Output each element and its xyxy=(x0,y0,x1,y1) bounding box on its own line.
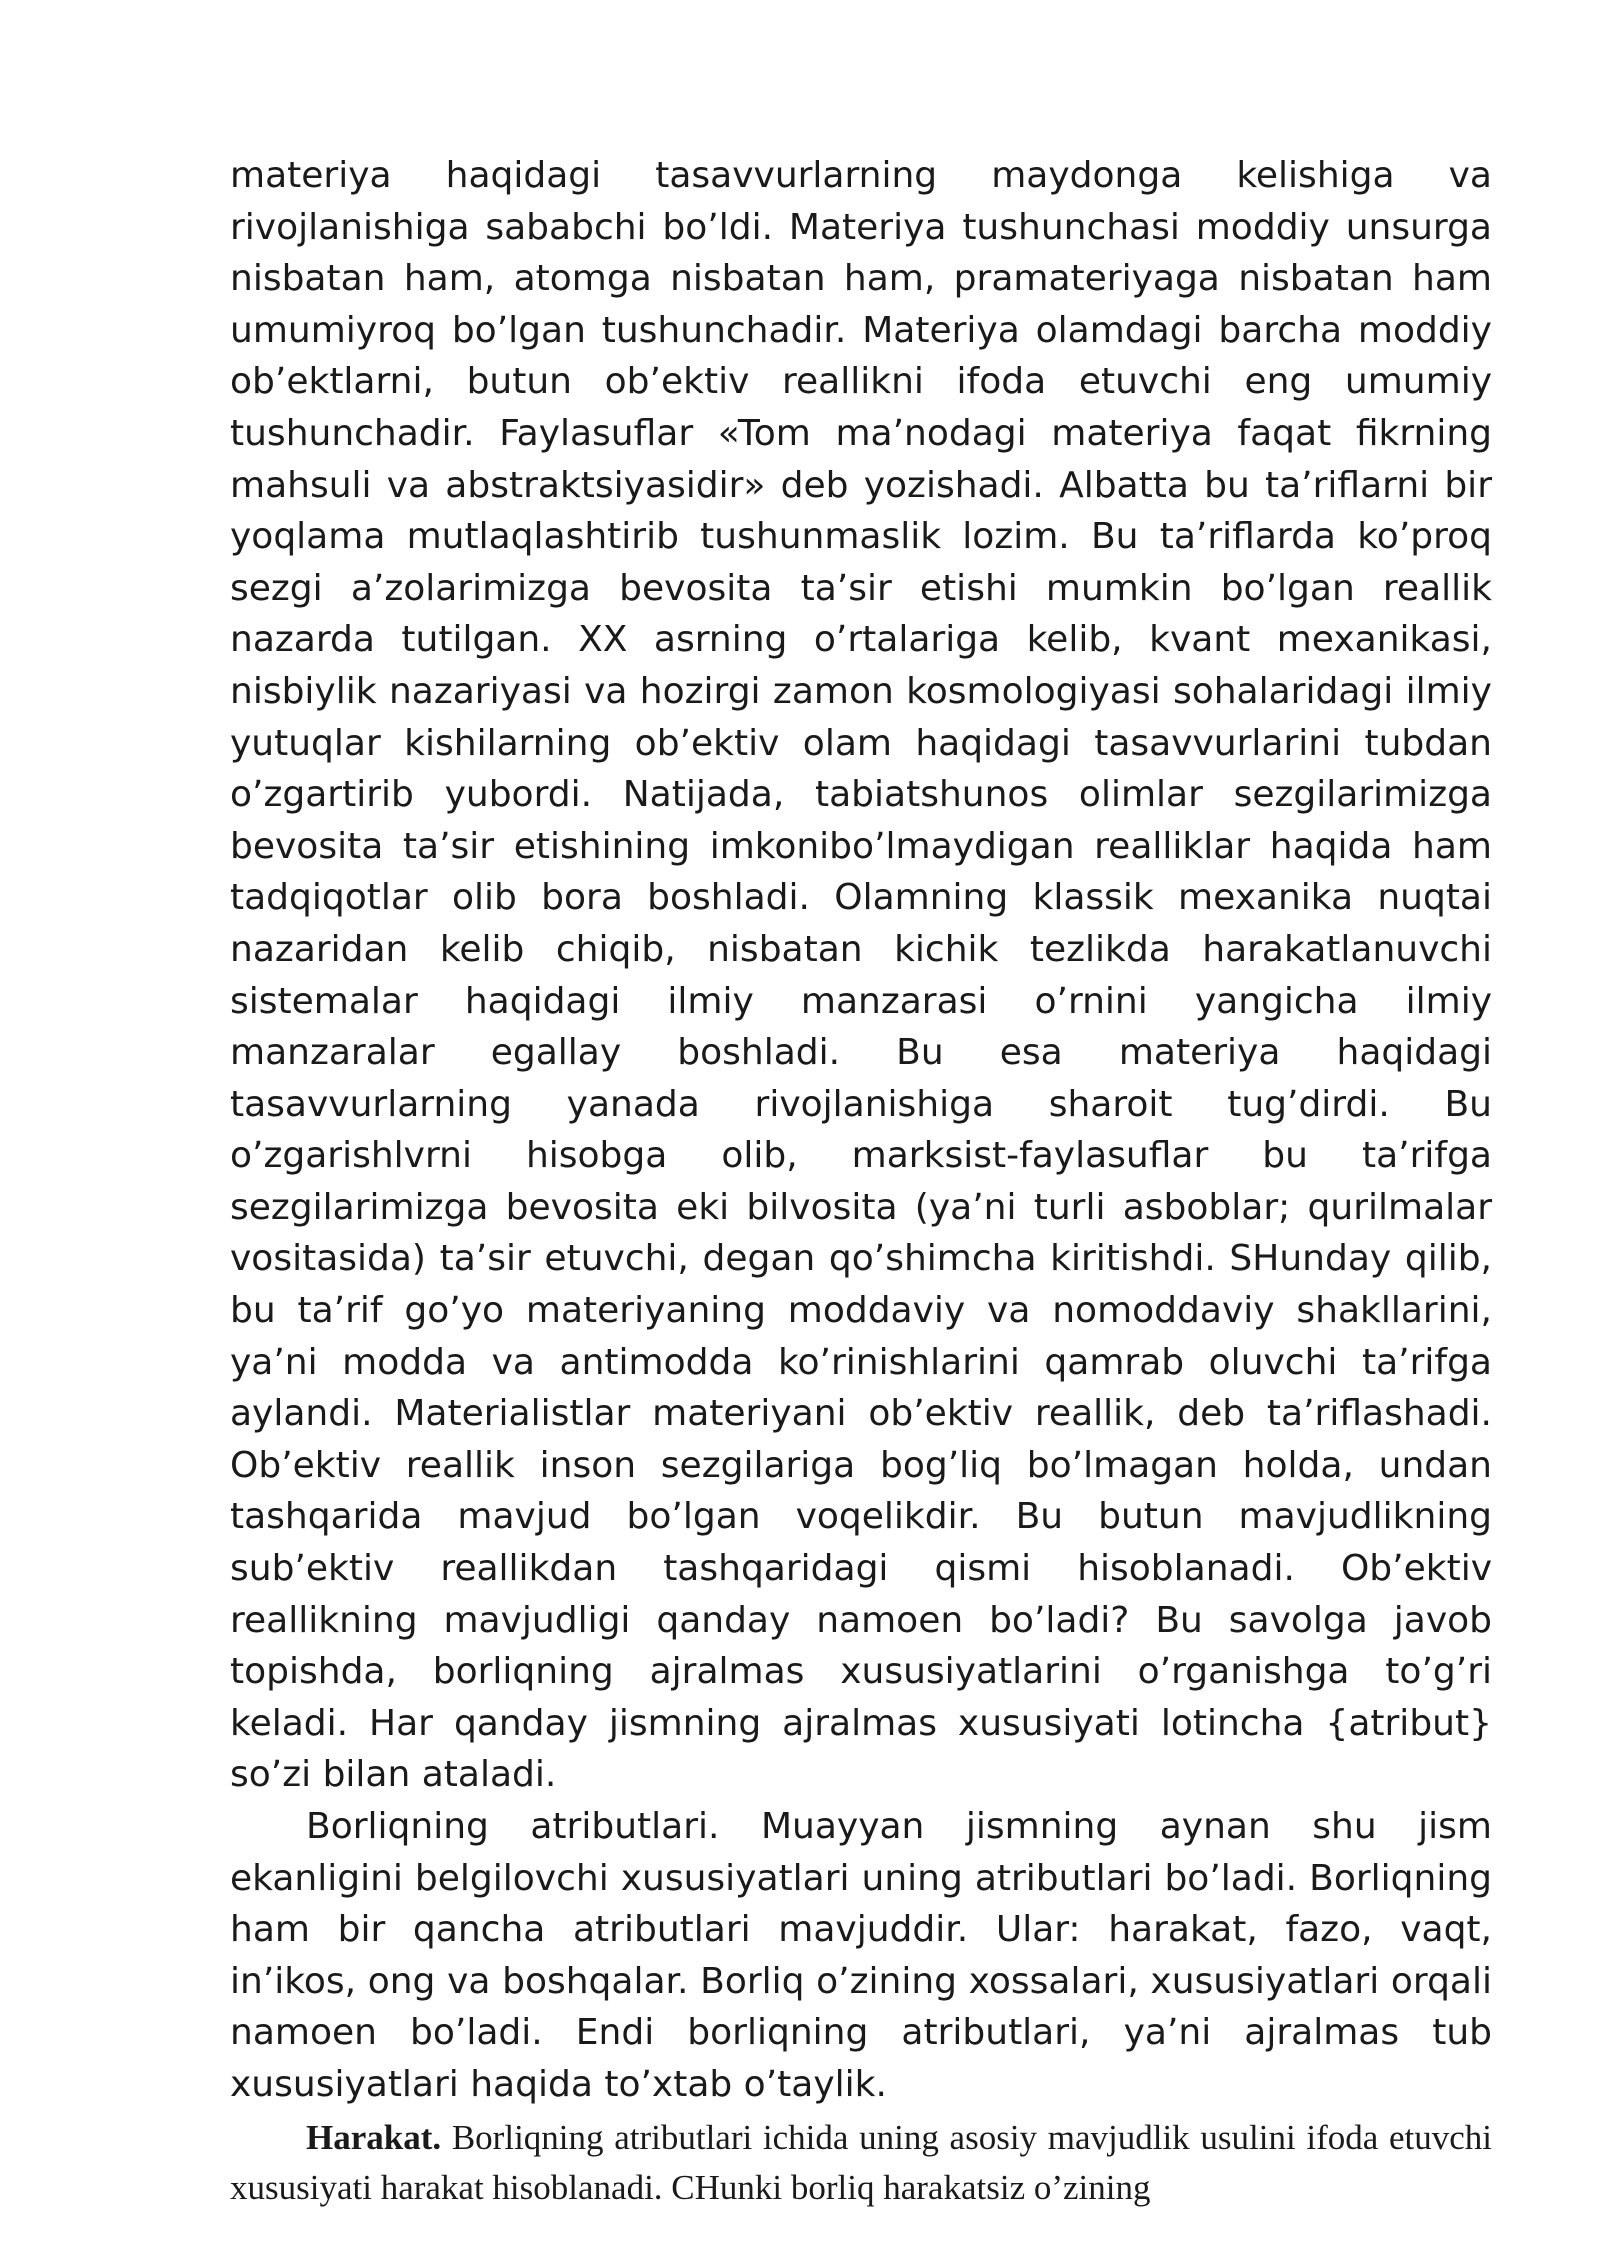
body-paragraph-materiya: materiya haqidagi tasavvurlarning maydonga kelishiga va rivojlanishiga sababchi bo’ldi. Materiya tushunchasi moddiy unsurga nisbatan ham, atomga nisbatan ham, pramateriyaga nisbatan ham umumiyroq bo’lgan tushunchadir. Materiya olamdagi barcha moddiy ob’ektlarni, butun ob’ektiv reallikni ifoda etuvchi eng umumiy tushunchadir. Faylasuflar «Tom ma’nodagi materiya faqat fikrning mahsuli va abstraktsiyasidir» deb yozishadi. Albatta bu ta’riflarni bir yoqlama mutlaqlashtirib tushunmaslik lozim. Bu ta’riflarda ko’proq sezgi a’zolarimizga bevosita ta’sir etishi mumkin bo’lgan reallik nazarda tutilgan. XX asrning o’rtalariga kelib, kvant mexanikasi, nisbiylik nazariyasi va hozirgi zamon kosmologiyasi sohalaridagi ilmiy yutuqlar kishilarning ob’ektiv olam haqidagi tasavvurlarini tubdan o’zgartirib yubordi. Natijada, tabiatshunos olimlar sezgilarimizga bevosita ta’sir etishining imkonibo’lmaydigan realliklar haqida ham tadqiqotlar olib bora boshladi. Olamning klassik mexanika nuqtai nazaridan kelib chiqib, nisbatan kichik tezlikda harakatlanuvchi sistemalar haqidagi ilmiy manzarasi o’rnini yangicha ilmiy manzaralar egallay boshladi. Bu esa materiya haqidagi tasavvurlarning yanada rivojlanishiga sharoit tug’dirdi. Bu o’zgarishlvrni hisobga olib, marksist-faylasuflar bu ta’rifga sezgilarimizga bevosita eki bilvosita (ya’ni turli asboblar; qurilmalar vositasida) ta’sir etuvchi, degan qo’shimcha kiritishdi. SHunday qilib, bu ta’rif go’yo materiyaning moddaviy va nomoddaviy shakllarini, ya’ni modda va antimodda ko’rinishlarini qamrab oluvchi ta’rifga aylandi. Materialistlar materiyani ob’ektiv reallik, deb ta’riflashadi. Ob’ektiv reallik inson sezgilariga bog’liq bo’lmagan holda, undan tashqarida mavjud bo’lgan voqelikdir. Bu butun mavjudlikning sub’ektiv reallikdan tashqaridagi qismi hisoblanadi. Ob’ektiv reallikning mavjudligi qanday namoen bo’ladi? Bu savolga javob topishda, borliqning ajralmas xususiyatlarini o’rganishga to’g’ri keladi. Har qanday jismning ajralmas xususiyati lotincha {atribut} so’zi bilan ataladi. xyxy=(230,155,1492,1796)
body-paragraph-harakat xyxy=(230,2113,1492,2213)
document-page xyxy=(230,150,1492,2213)
body-paragraph-atributlar: Borliqning atributlari. Muayyan jismning aynan shu jism ekanligini belgilovchi xususiyatlari uning atributlari bo’ladi. Borliqning ham bir qancha atributlari mavjuddir. Ular: harakat, fazo, vaqt, in’ikos, ong va boshqalar. Borliq o’zining xossalari, xususiyatlari orqali namoen bo’ladi. Endi borliqning atributlari, ya’ni ajralmas tub xususiyatlari haqida to’xtab o’taylik. xyxy=(230,1806,1492,2105)
section-term-harakat: Harakat. xyxy=(306,2117,442,2157)
harakat-paragraph-text: Borliqning atributlari ichida uning asosiy mavjudlik usulini ifoda etuvchi xususiyati harakat hisoblanadi. CHunki borliq harakatsiz o’zining xyxy=(230,2117,1492,2207)
